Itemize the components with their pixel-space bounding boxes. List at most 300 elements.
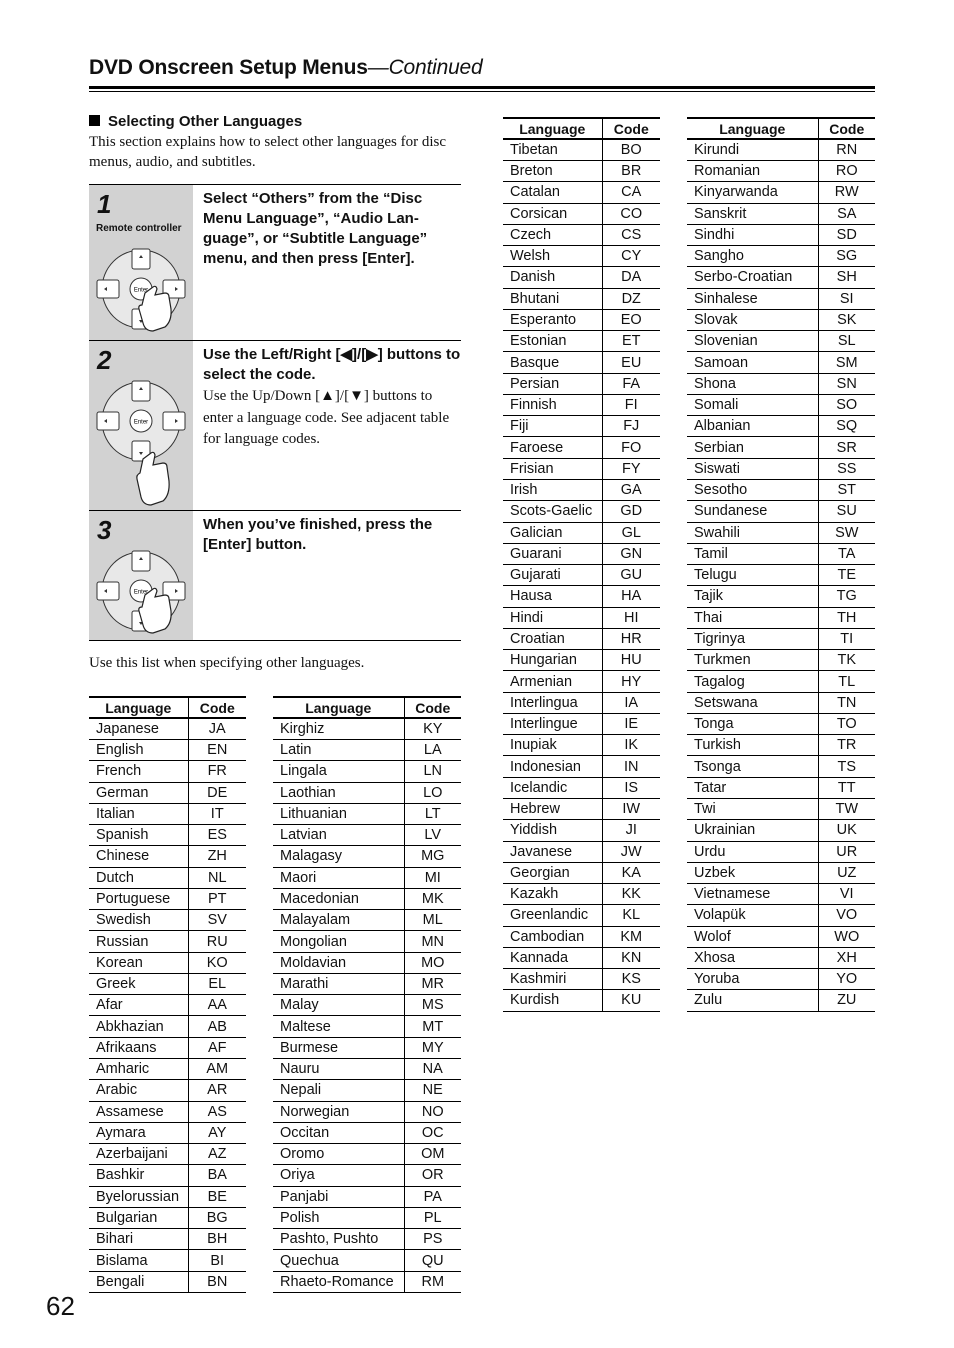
language-code: LV [404,825,461,846]
language-code: MG [404,846,461,867]
table-row [273,910,461,931]
table-row [89,1122,246,1143]
language-code: NL [188,867,246,888]
language-code: ZU [818,990,875,1011]
language-code: XH [818,947,875,968]
table-row [273,1101,461,1122]
table-row [687,586,875,607]
language-name: Bislama [89,1250,188,1271]
table-row [503,224,660,245]
language-name: Chinese [89,846,188,867]
language-code: TE [818,565,875,586]
language-code: UZ [818,862,875,883]
language-code: AZ [188,1144,246,1165]
language-name: Tamil [687,543,818,564]
language-code: AM [188,1058,246,1079]
language-name: Greek [89,973,188,994]
language-name: Sanskrit [687,203,818,224]
language-code: TR [818,735,875,756]
table-row [503,373,660,394]
language-name: Panjabi [273,1186,404,1207]
table-row [503,522,660,543]
table-row [503,586,660,607]
section-selecting-languages [89,113,461,172]
table-row [687,309,875,330]
language-name: Breton [503,161,602,182]
language-name: Catalan [503,182,602,203]
language-code: AB [188,1016,246,1037]
language-code: CA [602,182,660,203]
table-row [687,926,875,947]
language-name: Bulgarian [89,1207,188,1228]
step-3-body [193,511,461,640]
language-code: JA [188,718,246,740]
language-code: TH [818,607,875,628]
language-name: Tibetan [503,139,602,161]
table-row [503,182,660,203]
table-row [273,1122,461,1143]
column-header-code: Code [188,697,246,718]
table-row [503,203,660,224]
table-row [273,1144,461,1165]
language-code: HA [602,586,660,607]
language-code: JW [602,841,660,862]
table-row [687,565,875,586]
step-3-illustration [89,511,193,640]
language-name: Byelorussian [89,1186,188,1207]
table-row [89,952,246,973]
step-2-body [193,341,461,510]
table-row [503,969,660,990]
language-name: Marathi [273,973,404,994]
language-name: Interlingue [503,713,602,734]
table-row [273,1080,461,1101]
table-row [89,1037,246,1058]
language-code: DA [602,267,660,288]
table-row [503,543,660,564]
language-name: Moldavian [273,952,404,973]
language-name: Shona [687,373,818,394]
table-row [687,416,875,437]
language-code: FA [602,373,660,394]
table-row [273,761,461,782]
table-row [89,740,246,761]
table-row [503,862,660,883]
language-code: SK [818,309,875,330]
language-name: Bashkir [89,1165,188,1186]
language-name: Kashmiri [503,969,602,990]
language-code: TL [818,671,875,692]
language-code: SA [818,203,875,224]
table-row [687,501,875,522]
language-name: Aymara [89,1122,188,1143]
table-row [503,756,660,777]
language-name: Kurdish [503,990,602,1011]
table-row [687,437,875,458]
language-name: Kinyarwanda [687,182,818,203]
language-name: Serbian [687,437,818,458]
language-code: QU [404,1250,461,1271]
language-name: Kazakh [503,884,602,905]
language-code: RW [818,182,875,203]
table-row [687,224,875,245]
language-name: Turkmen [687,650,818,671]
language-name: Esperanto [503,309,602,330]
language-name: Oromo [273,1144,404,1165]
language-code: MK [404,888,461,909]
table-row [687,352,875,373]
language-code: ET [602,331,660,352]
language-name: Abkhazian [89,1016,188,1037]
language-name: Cambodian [503,926,602,947]
language-name: Wolof [687,926,818,947]
language-name: Hausa [503,586,602,607]
language-code: BA [188,1165,246,1186]
language-name: Malayalam [273,910,404,931]
language-code: EL [188,973,246,994]
table-row [687,394,875,415]
table-row [503,650,660,671]
language-name: Swedish [89,910,188,931]
language-name: Yoruba [687,969,818,990]
language-name: Fiji [503,416,602,437]
language-name: Hebrew [503,798,602,819]
table-row [273,973,461,994]
table-row [687,607,875,628]
table-row [89,825,246,846]
table-row [687,692,875,713]
table-row [89,1101,246,1122]
language-code: KU [602,990,660,1011]
table-row [687,947,875,968]
language-name: Setswana [687,692,818,713]
language-code: JI [602,820,660,841]
step-caption: Remote controller [96,223,182,234]
remote-dpad-icon [95,379,187,509]
language-code: AR [188,1080,246,1101]
language-code: NE [404,1080,461,1101]
language-code: MN [404,931,461,952]
page-header [89,56,875,80]
language-name: Tigrinya [687,628,818,649]
table-row [503,777,660,798]
table-row [503,884,660,905]
table-row [687,713,875,734]
language-code: IS [602,777,660,798]
table-row [89,846,246,867]
table-row [89,1165,246,1186]
table-row [503,267,660,288]
language-name: Japanese [89,718,188,740]
language-name: Armenian [503,671,602,692]
language-name: Urdu [687,841,818,862]
language-code: BE [188,1186,246,1207]
table-row [687,288,875,309]
language-name: Nauru [273,1058,404,1079]
table-row [89,1186,246,1207]
table-row [89,1207,246,1228]
language-code: HY [602,671,660,692]
language-code: KA [602,862,660,883]
language-name: Afrikaans [89,1037,188,1058]
language-name: Serbo-Croatian [687,267,818,288]
table-row [273,1207,461,1228]
language-name: Macedonian [273,888,404,909]
language-name: Quechua [273,1250,404,1271]
language-name: Telugu [687,565,818,586]
language-code: MI [404,867,461,888]
language-name: Maori [273,867,404,888]
step-1-body [193,185,461,340]
language-code: KN [602,947,660,968]
table-row [503,246,660,267]
enter-label: Enter [133,419,149,426]
list-note: Use this list when specifying other languages. [89,655,365,671]
language-code: SW [818,522,875,543]
table-row [89,931,246,952]
language-code: SO [818,394,875,415]
language-name: Malay [273,995,404,1016]
language-code: SR [818,437,875,458]
language-name: Ukrainian [687,820,818,841]
column-header-language: Language [89,697,188,718]
language-code: CY [602,246,660,267]
table-row [503,331,660,352]
language-code-table-1 [89,696,246,1293]
language-code: PL [404,1207,461,1228]
step-title: Use the Left/Right [◀]/[▶] buttons to select the code. [203,346,461,383]
column-header-code: Code [404,697,461,718]
table-row [687,756,875,777]
column-header-language: Language [273,697,404,718]
language-name: Italian [89,803,188,824]
language-code: WO [818,926,875,947]
table-row [503,947,660,968]
language-code: EO [602,309,660,330]
language-name: Gujarati [503,565,602,586]
table-row [273,1229,461,1250]
language-code: UK [818,820,875,841]
table-header-row [687,118,875,139]
table-row [89,803,246,824]
language-name: Tajik [687,586,818,607]
language-code: HU [602,650,660,671]
language-code: TA [818,543,875,564]
table-row [503,798,660,819]
language-name: Czech [503,224,602,245]
table-header-row [503,118,660,139]
language-name: Basque [503,352,602,373]
language-code: PT [188,888,246,909]
table-row [687,798,875,819]
language-name: Slovenian [687,331,818,352]
table-row [687,650,875,671]
language-name: English [89,740,188,761]
table-row [687,884,875,905]
language-name: Laothian [273,782,404,803]
language-code: KY [404,718,461,740]
table-row [89,910,246,931]
language-code: IN [602,756,660,777]
language-name: Xhosa [687,947,818,968]
language-name: Guarani [503,543,602,564]
table-row [273,888,461,909]
language-code: KL [602,905,660,926]
page-number: 62 [46,1291,75,1321]
table-row [503,479,660,500]
section-heading: Selecting Other Languages [89,113,461,130]
table-row [273,803,461,824]
language-code: MR [404,973,461,994]
table-row [273,867,461,888]
language-code: OR [404,1165,461,1186]
language-name: Pashto, Pushto [273,1229,404,1250]
language-name: Malagasy [273,846,404,867]
language-code: CO [602,203,660,224]
language-name: Siswati [687,458,818,479]
table-row [89,1080,246,1101]
table-row [687,373,875,394]
language-name: Amharic [89,1058,188,1079]
language-name: Polish [273,1207,404,1228]
table-row [503,926,660,947]
language-code: TW [818,798,875,819]
language-name: Sindhi [687,224,818,245]
language-code: IA [602,692,660,713]
table-row [503,735,660,756]
language-name: Welsh [503,246,602,267]
language-code: VO [818,905,875,926]
language-name: Frisian [503,458,602,479]
square-bullet-icon [89,115,100,126]
table-row [687,246,875,267]
column-header-code: Code [818,118,875,139]
language-code: IE [602,713,660,734]
language-code: IW [602,798,660,819]
table-row [273,1186,461,1207]
language-name: Galician [503,522,602,543]
language-code: YO [818,969,875,990]
language-name: Assamese [89,1101,188,1122]
table-row [273,1250,461,1271]
language-name: Samoan [687,352,818,373]
language-code: SL [818,331,875,352]
language-name: Estonian [503,331,602,352]
language-name: Mongolian [273,931,404,952]
language-name: Lingala [273,761,404,782]
table-row [503,309,660,330]
language-code: FY [602,458,660,479]
language-name: Indonesian [503,756,602,777]
table-row [503,905,660,926]
page-title: DVD Onscreen Setup Menus [89,56,368,79]
language-name: Bihari [89,1229,188,1250]
language-code-table-4 [687,117,875,1012]
language-name: Twi [687,798,818,819]
step-number: 1 [97,189,112,219]
language-code: TS [818,756,875,777]
language-code: LA [404,740,461,761]
language-name: Sangho [687,246,818,267]
table-row [503,394,660,415]
language-name: Occitan [273,1122,404,1143]
language-code: RN [818,139,875,161]
table-row [89,761,246,782]
language-name: Tsonga [687,756,818,777]
language-name: Javanese [503,841,602,862]
language-code: AS [188,1101,246,1122]
table-row [273,782,461,803]
header-rule [89,86,875,89]
language-code: VI [818,884,875,905]
table-row [273,1165,461,1186]
table-row [89,1016,246,1037]
language-name: Turkish [687,735,818,756]
remote-dpad-icon [95,549,187,641]
language-name: Sesotho [687,479,818,500]
language-name: Hungarian [503,650,602,671]
language-name: Nepali [273,1080,404,1101]
table-row [503,288,660,309]
language-name: Greenlandic [503,905,602,926]
table-row [273,1016,461,1037]
table-row [273,718,461,740]
table-row [687,203,875,224]
language-name: Tatar [687,777,818,798]
language-name: Croatian [503,628,602,649]
language-name: Rhaeto-Romance [273,1271,404,1292]
language-code: PS [404,1229,461,1250]
language-code: ML [404,910,461,931]
table-row [503,352,660,373]
language-name: Tagalog [687,671,818,692]
language-code: SV [188,910,246,931]
language-name: Hindi [503,607,602,628]
language-name: Georgian [503,862,602,883]
language-code: TG [818,586,875,607]
language-name: Albanian [687,416,818,437]
language-name: Latvian [273,825,404,846]
language-code: LO [404,782,461,803]
table-row [687,479,875,500]
language-code-table-2 [273,696,461,1293]
language-name: Vietnamese [687,884,818,905]
table-row [89,1058,246,1079]
language-name: Scots-Gaelic [503,501,602,522]
step-3 [89,510,461,641]
table-row [273,931,461,952]
language-code: NA [404,1058,461,1079]
table-row [687,735,875,756]
table-row [687,671,875,692]
step-description: Use the Up/Down [▲]/[▼] buttons to enter a language code. See adjacent table for language codes. [203,388,450,447]
table-row [503,139,660,161]
language-code: EN [188,740,246,761]
language-code: AY [188,1122,246,1143]
language-code: SD [818,224,875,245]
table-row [687,161,875,182]
table-row [89,1250,246,1271]
language-code: AA [188,995,246,1016]
table-row [273,825,461,846]
table-row [89,1229,246,1250]
language-code: MT [404,1016,461,1037]
language-name: Kirundi [687,139,818,161]
language-code: SN [818,373,875,394]
step-number: 3 [97,515,112,545]
language-code: SQ [818,416,875,437]
column-header-code: Code [602,118,660,139]
